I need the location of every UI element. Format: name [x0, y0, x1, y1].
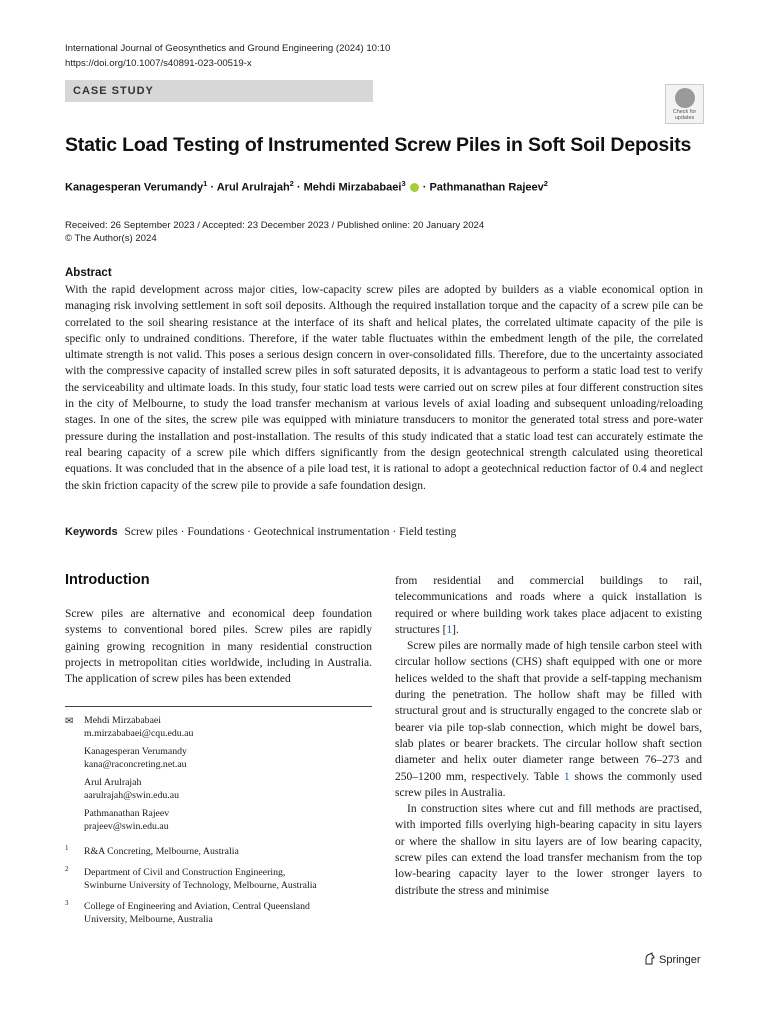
orcid-icon[interactable] — [410, 183, 419, 192]
keywords-label: Keywords — [65, 526, 118, 538]
contact-name: Arul Arulrajah — [84, 777, 142, 788]
author-name[interactable]: Kanagesperan Verumandy — [65, 181, 204, 194]
introduction-heading: Introduction — [65, 572, 150, 588]
abstract-text: With the rapid development across major cities, low-capacity screw piles are adopted by builders as a viable economical option in managing risk involving settlement in soft soil deposits. Although the required installation torque and the capacity of a screw pile can be correlated to the soil shearing resistance at the interface of its shaft and helical plates, the correlated ultimate capacity of the pile is specific only to undrained conditions. Therefore, if the water table fluctuates within the embedment length of the pile, the correlated ultimate strength is not valid. This poses a serious design concern in over-consolidated fills. Therefore, due to the uncertainty associated with the compressive capacity of installed screw piles in soft saturated deposits, it is advantageous to perform a static load test to verify the serviceability and ultimate loads. In this study, four static load tests were carried out on screw piles at four different construction sites in the city of Melbourne, to study the load transfer mechanism at various levels of axial loading and subsequent unloading/reloading stages. In one of the sites, the screw pile was equipped with miniature transducers to monitor the generated total stress and pore-water pressure during the installation and post-installation. The results of this study indicated that a static load test can accurately estimate the real bearing capacity of a screw pile which differs significantly from the design geotechnical strength calculated using theoretical equations. It was concluded that in the absence of a pile load test, it is rational to adopt a geotechnical reduction factor of 0.4 and neglect the skin friction capacity of the screw pile to provide a safe foundation design. — [65, 284, 703, 492]
paragraph: Screw piles are normally made of high tensile carbon steel with circular hollow sections (CHS) shaft equipped with one or more helices welded to the shaft that provide a self-tapping mechanism during the penetration. The hollow shaft may be filled with structural grout and is structurally engaged to the concrete slab or bearer via pile top-slab connection, which might be dowel bars, slab plates or bearer brackets. The circular hollow shaft section diameter and helix outer diameter range between 76–273 and 250–1200 mm, respectively. Table 1 shows the commonly used screw piles in Australia. — [395, 640, 703, 799]
affiliation-number: 3 — [65, 899, 69, 907]
affiliation-line: R&A Concreting, Melbourne, Australia — [84, 846, 239, 857]
affiliation-entry — [65, 866, 372, 892]
author-affiliation-ref: 3 — [401, 179, 406, 188]
author-affiliation-ref: 2 — [543, 179, 548, 188]
footnote-divider — [65, 706, 372, 707]
envelope-icon: ✉ — [65, 716, 74, 727]
springer-horse-icon — [643, 952, 656, 965]
doi-link[interactable]: https://doi.org/10.1007/s40891-023-00519-x — [65, 58, 252, 69]
author-affiliation-ref: 2 — [289, 179, 294, 188]
publisher-name: Springer — [659, 954, 701, 966]
affiliation-line: College of Engineering and Aviation, Central Queensland — [84, 901, 310, 912]
abstract-heading: Abstract — [65, 267, 112, 279]
article-title: Static Load Testing of Instrumented Screw Piles in Soft Soil Deposits — [65, 134, 692, 156]
publication-dates — [65, 219, 484, 245]
author-name[interactable]: Mehdi Mirzababaei — [303, 181, 402, 194]
contact-name: Mehdi Mirzababaei — [84, 715, 161, 726]
affiliation-line: University, Melbourne, Australia — [84, 914, 213, 925]
introduction-right-column — [395, 573, 702, 899]
journal-header — [65, 41, 390, 71]
affiliation-line: Swinburne University of Technology, Melbourne, Australia — [84, 880, 317, 891]
dates-line: Received: 26 September 2023 / Accepted: 23 December 2023 / Published online: 20 January 2024 — [65, 220, 485, 231]
contact-email[interactable]: kana@raconcreting.net.au — [84, 759, 187, 770]
copyright-line: © The Author(s) 2024 — [65, 233, 157, 244]
author-name[interactable]: Pathmanathan Rajeev — [429, 181, 544, 194]
affiliation-entry — [65, 845, 372, 858]
keywords-list: Screw piles · Foundations · Geotechnical instrumentation · Field testing — [124, 526, 457, 538]
contact-entry — [84, 714, 372, 740]
introduction-left-paragraph: Screw piles are alternative and economical deep foundation systems to conventional bored piles. Screw piles are rapidly gaining growing recognition in many residential construction projects in metropolitan cities worldwide, including in Australia. The application of screw piles has been extended — [65, 608, 372, 686]
footnotes — [65, 714, 372, 926]
publisher-logo — [643, 952, 701, 966]
author-name[interactable]: Arul Arulrajah — [216, 181, 290, 194]
case-study-banner: CASE STUDY — [65, 80, 373, 102]
check-updates-label-2: updates — [674, 115, 695, 121]
check-for-updates-badge[interactable] — [665, 84, 704, 124]
affiliation-line: Department of Civil and Construction Engineering, — [84, 867, 286, 878]
contact-email[interactable]: aarulrajah@swin.edu.au — [84, 790, 179, 801]
check-updates-label-1: Check for — [672, 109, 697, 115]
author-list: Kanagesperan Verumandy$^1$ · Arul Arulrajah$^2$ · Mehdi Mirzababaei$^3$ · Pathmanathan Rajeev$^2$ — [65, 179, 548, 194]
citation-link[interactable]: 1 — [446, 623, 453, 636]
paragraph: In construction sites where cut and fill methods are practised, with imported fills overlying high-bearing capacity in situ layers or where the shallow in situ layers are of low bearing capacity, screw piles can extend the load transfer mechanism from the top low-bearing capacity layer to the lower stronger layers to distribute the stress and minimise — [395, 803, 702, 897]
contact-entry — [84, 807, 372, 833]
affiliation-number: 1 — [65, 844, 69, 852]
affiliation-number: 2 — [65, 865, 69, 873]
contact-email[interactable]: m.mirzababaei@cqu.edu.au — [84, 728, 194, 739]
paragraph: from residential and commercial buildings to rail, telecommunications and roads where a quick installation is required or where building work takes place adjacent to existing structures [1]. — [395, 575, 702, 636]
contact-name: Pathmanathan Rajeev — [84, 808, 170, 819]
journal-citation: International Journal of Geosynthetics and Ground Engineering (2024) 10:10 — [65, 43, 391, 54]
check-updates-icon — [675, 88, 695, 108]
table-link[interactable]: 1 — [563, 770, 570, 783]
author-affiliation-ref: 1 — [203, 179, 208, 188]
contact-entry — [84, 776, 372, 802]
affiliation-entry — [65, 900, 372, 926]
contact-entry — [84, 745, 372, 771]
contact-name: Kanagesperan Verumandy — [84, 746, 187, 757]
contact-email[interactable]: prajeev@swin.edu.au — [84, 821, 169, 832]
keywords — [65, 526, 456, 538]
